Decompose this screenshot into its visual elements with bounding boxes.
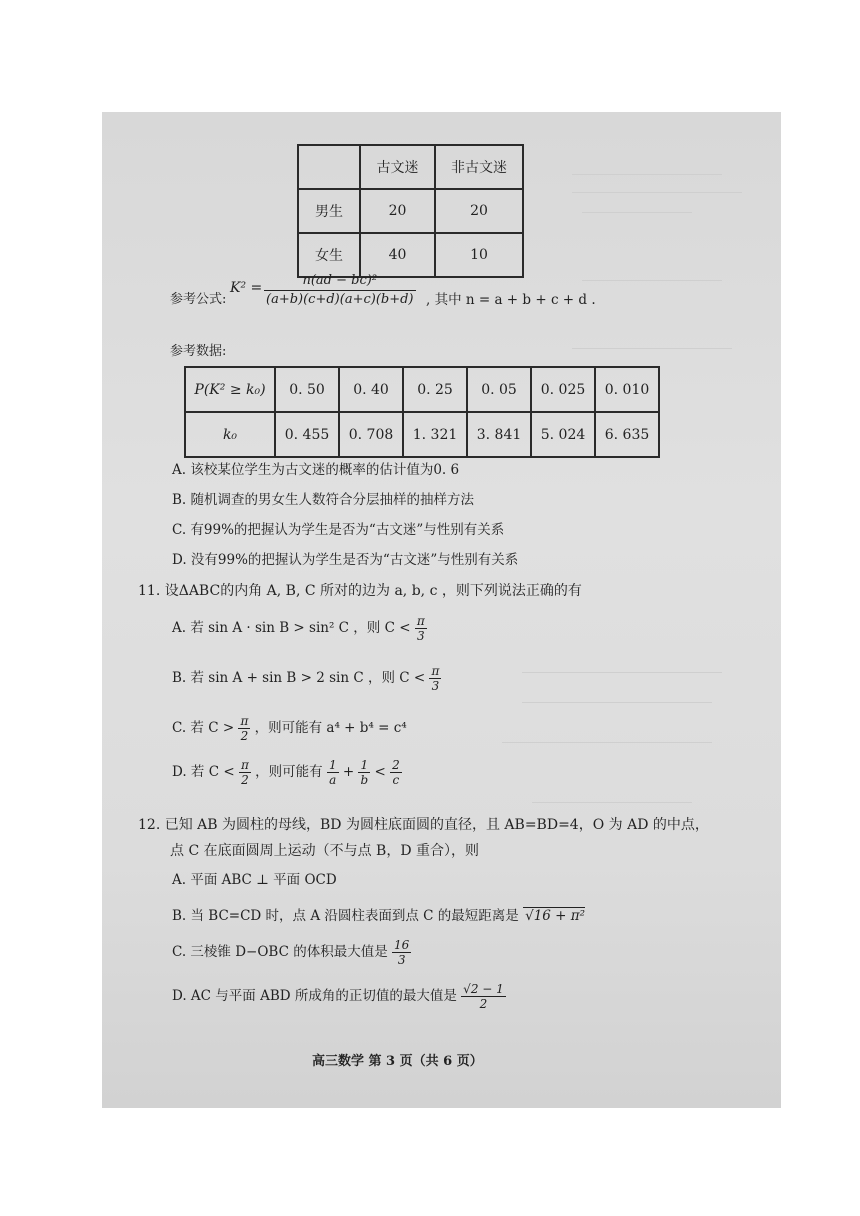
q12-stem-line1: 12. 已知 AB 为圆柱的母线，BD 为圆柱底面圆的直径，且 AB=BD=4，O 为 AD 的中点， — [138, 817, 709, 833]
q12-d-text: D. AC 与平面 ABD 所成角的正切值的最大值是 — [172, 988, 457, 1004]
frac-den: 2 — [241, 773, 249, 787]
q10-option-a: A. 该校某位学生为古文迷的概率的估计值为0. 6 — [172, 462, 460, 478]
formula-fraction — [264, 272, 416, 309]
frac-den: a — [329, 773, 337, 787]
frac-den: 3 — [416, 629, 425, 643]
q11-c-post: ，则可能有 a⁴ + b⁴ = c⁴ — [254, 720, 407, 736]
pi-over-2 — [239, 758, 251, 787]
q11-b-text: B. 若 sin A + sin B > 2 sin C ，则 C < — [172, 670, 426, 686]
q11-option-a — [172, 614, 427, 643]
table-row — [298, 189, 523, 233]
q12-option-a: A. 平面 ABC ⊥ 平面 OCD — [172, 872, 337, 888]
table-row — [298, 145, 523, 189]
reference-table — [184, 366, 660, 458]
frac-den: 3 — [431, 679, 440, 693]
frac-num: 1 — [358, 758, 370, 773]
less-than-sign: < — [374, 764, 386, 780]
q12-b-text: B. 当 BC=CD 时，点 A 沿圆柱表面到点 C 的最短距离是 — [172, 908, 519, 924]
reference-label: 参考数据: — [170, 344, 227, 359]
q11-a-text: A. 若 sin A · sin B > sin² C ，则 C < — [172, 620, 411, 636]
bleed-line — [582, 212, 692, 213]
table-cell: 0. 05 — [467, 367, 531, 412]
table-cell: 0. 010 — [595, 367, 659, 412]
table-cell: 0. 708 — [339, 412, 403, 457]
plus-sign: + — [342, 764, 355, 780]
one-over-b — [358, 758, 370, 787]
table-cell: 1. 321 — [403, 412, 467, 457]
q10-option-d: D. 没有99%的把握认为学生是否为“古文迷”与性别有关系 — [172, 552, 519, 568]
frac-num: √2 − 1 — [463, 982, 504, 996]
one-over-a — [327, 758, 339, 787]
q10-option-c: C. 有99%的把握认为学生是否为“古文迷”与性别有关系 — [172, 522, 505, 538]
formula-denominator: (a+b)(c+d)(a+c)(b+d) — [266, 292, 414, 307]
q11-option-b — [172, 664, 441, 693]
frac-den: c — [392, 773, 400, 787]
pi-over-3 — [415, 614, 427, 643]
q12-stem-line2: 点 C 在底面圆周上运动（不与点 B，D 重合），则 — [170, 843, 480, 859]
contingency-table — [297, 144, 524, 278]
q11-d-pre: D. 若 C < — [172, 764, 235, 780]
table-cell: 古文迷 — [360, 145, 435, 189]
table-cell: 0. 25 — [403, 367, 467, 412]
table-cell: 20 — [435, 189, 523, 233]
table-cell: 男生 — [298, 189, 360, 233]
page-footer: 高三数学 第 3 页（共 6 页） — [312, 1054, 483, 1069]
frac-num: 1 — [328, 758, 337, 772]
q11-d-mid: ，则可能有 — [255, 764, 323, 780]
table-cell — [298, 145, 360, 189]
table-cell: 0. 025 — [531, 367, 595, 412]
table-cell: 10 — [435, 233, 523, 277]
frac-num: π — [240, 714, 249, 728]
bleed-line — [502, 742, 712, 743]
bleed-line — [522, 672, 722, 673]
frac-den: 2 — [479, 997, 488, 1011]
table-cell: 0. 40 — [339, 367, 403, 412]
table-cell: 0. 455 — [275, 412, 339, 457]
q12-option-d — [172, 982, 506, 1011]
table-cell: 20 — [360, 189, 435, 233]
q12-option-b — [172, 904, 585, 924]
two-over-c — [390, 758, 402, 787]
table-cell: 0. 50 — [275, 367, 339, 412]
frac-num: π — [240, 758, 249, 772]
pi-over-3 — [429, 664, 441, 693]
frac-num: 2 — [392, 758, 400, 772]
frac-num: π — [416, 614, 425, 628]
bleed-line — [522, 702, 712, 703]
frac-den: 2 — [240, 729, 249, 743]
frac-den: 3 — [397, 953, 406, 967]
table-row — [185, 412, 659, 457]
table-row — [298, 233, 523, 277]
table-cell: 非古文迷 — [435, 145, 523, 189]
formula-numerator: n(ad − bc)² — [264, 272, 416, 291]
q10-option-b: B. 随机调查的男女生人数符合分层抽样的抽样方法 — [172, 492, 475, 508]
frac-den: b — [360, 773, 369, 787]
formula-label: 参考公式: — [170, 292, 227, 307]
bleed-line — [572, 174, 722, 175]
q11-option-d — [172, 758, 402, 787]
sixteen-over-three — [392, 938, 411, 967]
frac-num: 16 — [394, 938, 410, 952]
table-cell: 女生 — [298, 233, 360, 277]
pi-over-2 — [238, 714, 250, 743]
table-cell: 5. 024 — [531, 412, 595, 457]
bleed-line — [572, 348, 732, 349]
table-cell: P(K² ≥ k₀) — [185, 367, 275, 412]
q12-c-text: C. 三棱锥 D−OBC 的体积最大值是 — [172, 944, 388, 960]
frac-num: π — [431, 664, 440, 678]
bleed-line — [572, 192, 742, 193]
bleed-line — [532, 802, 692, 803]
formula-tail: , 其中 n = a + b + c + d . — [426, 292, 596, 308]
sqrt2-minus-1-over-2 — [461, 982, 506, 1011]
sqrt-expression: √16 + π² — [525, 908, 586, 924]
formula-lhs: K² = — [230, 280, 263, 296]
bleed-line — [582, 280, 722, 281]
table-cell: k₀ — [185, 412, 275, 457]
q12-option-c — [172, 938, 411, 967]
q11-stem: 11. 设ΔABC的内角 A, B, C 所对的边为 a, b, c ，则下列说法正确的有 — [138, 583, 582, 599]
q11-option-c — [172, 714, 407, 743]
table-cell: 3. 841 — [467, 412, 531, 457]
exam-page — [102, 112, 781, 1108]
table-cell: 6. 635 — [595, 412, 659, 457]
table-cell: 40 — [360, 233, 435, 277]
table-row — [185, 367, 659, 412]
q11-c-pre: C. 若 C > — [172, 720, 235, 736]
